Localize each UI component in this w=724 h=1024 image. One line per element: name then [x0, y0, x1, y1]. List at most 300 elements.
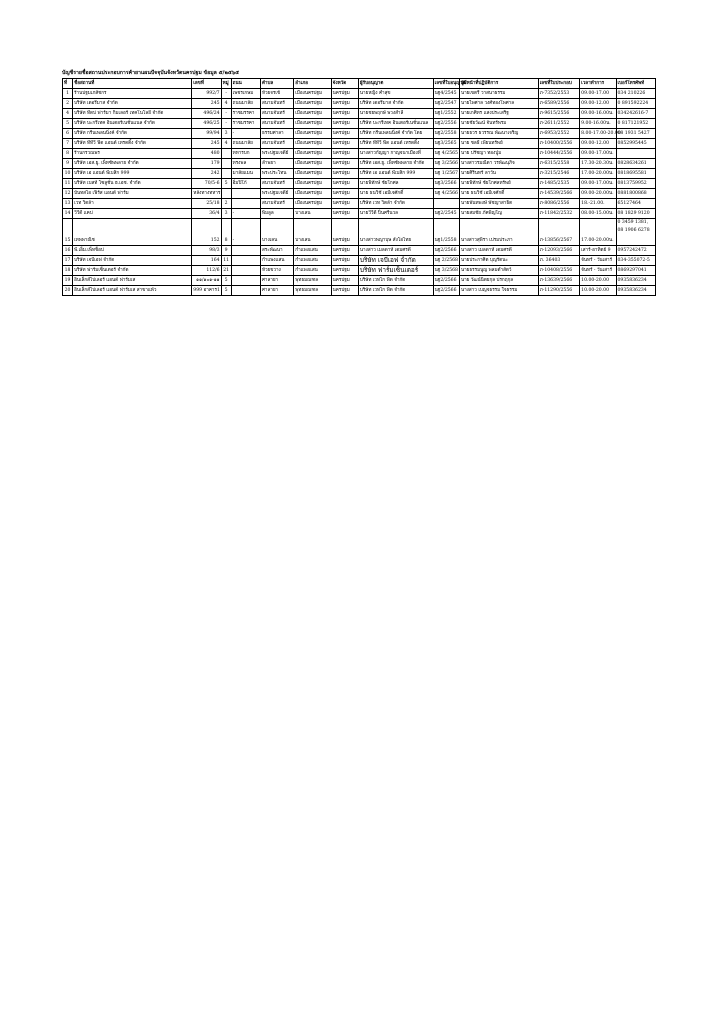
- cell-tel: 0813759952: [616, 179, 656, 189]
- cell-licensee: บริษัท บะกรีเทค อินเตอร์เนชั่นแนล: [358, 119, 433, 129]
- cell-tel: 0818695581: [616, 169, 656, 179]
- cell-no: 2: [63, 99, 73, 109]
- cell-pharmacist: นายธวร ธวรรณ พัฒนาเจริญ: [459, 129, 538, 139]
- cell-pharmacist: นางสาวรมณีดา วรพัฒนุภิจ: [459, 159, 538, 169]
- cell-province: นครปฐม: [331, 89, 358, 99]
- cell-hours: จันทร์ - วันเสาร์: [580, 266, 616, 276]
- cell-tel: 08 1931 5427: [616, 129, 656, 139]
- cell-licensee: นางสาว เมลดาห์ เดมศรดี: [358, 246, 433, 256]
- cell-pharmacist: นาย ปรัชญา ทองปู่ม: [459, 149, 538, 159]
- header-cell: ผู้รับอนุญาต: [358, 79, 433, 89]
- cell-no: 9: [63, 159, 73, 169]
- cell-cert: ภ-6589/2556: [538, 99, 579, 109]
- cell-tel: 0852995445: [616, 139, 656, 149]
- cell-tel: 65127464: [616, 199, 656, 209]
- cell-hours: 09.00-17.00น.: [580, 149, 616, 159]
- cell-tambon: พิมลูล: [260, 209, 293, 219]
- cell-house: 36/4: [192, 209, 221, 219]
- cell-province: นครปฐม: [331, 209, 358, 219]
- cell-name: บริษัท ทีดป ฟาร์มา กิมเลอร์ เทคโนโลยี จำกัด: [73, 109, 192, 119]
- cell-tambon: สนามจันทร์: [260, 139, 293, 149]
- cell-amphoe: เมืองนครปฐม: [294, 89, 331, 99]
- cell-tambon: ห้วยขวาง: [260, 266, 293, 276]
- cell-tel: 0828634261: [616, 159, 656, 169]
- cell-road: [231, 246, 260, 256]
- cell-moo: 11: [221, 256, 231, 266]
- cell-license: [433, 199, 459, 209]
- cell-house: 179: [192, 159, 221, 169]
- cell-cert: ภ-3215/2546: [538, 169, 579, 179]
- cell-tambon: กำแพงแสน: [260, 256, 293, 266]
- cell-road: [231, 199, 260, 209]
- cell-moo: -: [221, 89, 231, 99]
- cell-road: ถนนมาลัย: [231, 99, 260, 109]
- cell-name: วีวีดี แคป: [73, 209, 192, 219]
- cell-moo: 4: [221, 99, 231, 109]
- cell-amphoe: บางเลน: [294, 209, 331, 219]
- cell-no: 5: [63, 119, 73, 129]
- cell-road: -: [231, 209, 260, 219]
- header-cell: ที่: [63, 79, 73, 89]
- cell-license: นฐ1/2558: [433, 219, 459, 246]
- cell-province: นครปฐม: [331, 256, 358, 266]
- cell-no: 1: [63, 89, 73, 99]
- cell-road: ทรงพล: [231, 159, 260, 169]
- cell-pharmacist: นายเขตรี วาสนาธรรม: [459, 89, 538, 99]
- cell-hours: 09.00-20.00น.: [580, 189, 616, 199]
- cell-name: เทพพาณิช: [73, 219, 192, 246]
- cell-license: นฐ 1/2567: [433, 169, 459, 179]
- header-cell: จังหวัด: [331, 79, 358, 89]
- cell-name: ร้านปฐมเภสัชกร: [73, 89, 192, 99]
- cell-moo: 3: [221, 209, 231, 219]
- cell-tel: 034-355072-5: [616, 256, 656, 266]
- cell-pharmacist: นาย วัฒน์นิตยกุล ปรกฤกุล: [459, 276, 538, 286]
- cell-licensee: บริษัท เจบีเอฟ จำกัด: [358, 256, 433, 266]
- cell-tambon: สนามจันทร์: [260, 119, 293, 129]
- header-cell: เลขที่ใบประกอบ: [538, 79, 579, 89]
- cell-pharmacist: นาย ชลธี เพียนทรัพย์: [459, 139, 538, 149]
- cell-licensee: นายพิทักษ์ ชัยโกศล: [358, 179, 433, 189]
- cell-no: 14: [63, 209, 73, 219]
- cell-house: 70/5-6: [192, 179, 221, 189]
- cell-province: นครปฐม: [331, 129, 358, 139]
- cell-license: นฐ 3/2568: [433, 266, 459, 276]
- table-row: [63, 169, 656, 179]
- cell-tambon: บางเลน: [260, 219, 293, 246]
- table-row: [63, 209, 656, 219]
- cell-no: 10: [63, 169, 73, 179]
- cell-hours: 18.-21.00.: [580, 199, 616, 209]
- cell-province: นครปฐม: [331, 266, 358, 276]
- cell-moo: -: [221, 119, 231, 129]
- cell-cert: ภ-10400/2556: [538, 139, 579, 149]
- cell-hours: 9.00-16.00น.: [580, 119, 616, 129]
- cell-tel: 0957242472: [616, 246, 656, 256]
- cell-cert: ภ-10408/2556: [538, 266, 579, 276]
- cell-amphoe: เมืองนครปฐม: [294, 149, 331, 159]
- cell-pharmacist: นายไพศาล วงศ์ทองโพศาล: [459, 99, 538, 109]
- cell-tambon: สนามจันทร์: [260, 99, 293, 109]
- cell-cert: ภ-6315/2558: [538, 159, 579, 169]
- cell-province: นครปฐม: [331, 169, 358, 179]
- cell-amphoe: พุทธมณฑล: [294, 286, 331, 296]
- cell-cert: ภ-14539/2566: [538, 189, 579, 199]
- table-row: [63, 179, 656, 189]
- cell-road: มาลัยแมน: [231, 169, 260, 179]
- cell-house: 152: [192, 219, 221, 246]
- cell-hours: 08.00-15.00น.: [580, 209, 616, 219]
- header-row: [63, 79, 656, 89]
- cell-hours: จันทร์ - วันเสาร์: [580, 256, 616, 266]
- cell-house: 112/6: [192, 266, 221, 276]
- cell-house: 242: [192, 169, 221, 179]
- cell-moo: -: [221, 109, 231, 119]
- cell-hours: 09.00-17.00: [580, 89, 616, 99]
- cell-province: นครปฐม: [331, 139, 358, 149]
- cell-pharmacist: นางสาวสุพิรา เปรมประภา: [459, 219, 538, 246]
- header-cell: ถนน: [231, 79, 260, 89]
- cell-road: [231, 256, 260, 266]
- cell-no: 6: [63, 129, 73, 139]
- cell-cert: ภ-11842/2532: [538, 209, 579, 219]
- cell-province: นครปฐม: [331, 189, 358, 199]
- cell-licensee: นายวีวีดี ปิ่นศรีนวล: [358, 209, 433, 219]
- cell-cert: ภ-11290/2556: [538, 286, 579, 296]
- cell-amphoe: เมืองนครปฐม: [294, 119, 331, 129]
- header-cell: อำเภอ: [294, 79, 331, 89]
- cell-tel: 034242616-7: [616, 109, 656, 119]
- cell-moo: 3: [221, 129, 231, 139]
- cell-road: ราชมรรคา: [231, 109, 260, 119]
- cell-name: บันทสไอ เฟิร์ส แอนด์ ฟาร์ม: [73, 189, 192, 199]
- table-row: [63, 219, 656, 246]
- table-row: [63, 199, 656, 209]
- cell-tambon: ลำพยา: [260, 159, 293, 169]
- header-cell: เลขที่: [192, 79, 221, 89]
- cell-no: 20: [63, 286, 73, 296]
- cell-license: นฐ 4/2565: [433, 149, 459, 159]
- cell-licensee: บริษัท กรีนเพลนนิ่งค์ จำกัด โดย: [358, 129, 433, 139]
- cell-cert: ภ-13856/2567: [538, 219, 579, 246]
- cell-cert: ภ-10444/2556: [538, 149, 579, 159]
- cell-pharmacist: นาย ธนวิชั เอมีเจศักดิ์: [459, 189, 538, 199]
- cell-license: นฐ2/2558: [433, 129, 459, 139]
- cell-amphoe: เมืองนครปฐม: [294, 99, 331, 109]
- cell-cert: ภ-2611/2552: [538, 119, 579, 129]
- cell-province: นครปฐม: [331, 246, 358, 256]
- cell-name: อินเล็กส์ไปเลอร์ แอนด์ ฟาร์มเส สาขาแพ้ว: [73, 286, 192, 296]
- header-cell: ชื่อสถานที่: [73, 79, 192, 89]
- cell-no: 19: [63, 276, 73, 286]
- cell-tambon: สนามจันทร์: [260, 179, 293, 189]
- cell-license: นฐ4/2545: [433, 89, 459, 99]
- cell-pharmacist: นายเกศิทร แสงประเสริฐ: [459, 109, 538, 119]
- cell-cert: ภ. 36403: [538, 256, 579, 266]
- cell-name: เวท วิตล้า: [73, 199, 192, 209]
- cell-road: -: [231, 219, 260, 246]
- cell-pharmacist: นางสาว เมลดาห์ เดมศรดี: [459, 246, 538, 256]
- table-row: [63, 129, 656, 139]
- cell-name: พี.เอ็ม.เพ็ทช็อป: [73, 246, 192, 256]
- cell-license: นฐ2/2545: [433, 209, 459, 219]
- cell-pharmacist: นายพิทักษ์ ชัยโกศลทรัพย์: [459, 179, 538, 189]
- table-row: [63, 276, 656, 286]
- cell-cert: ภ-6953/2552: [538, 129, 579, 139]
- table-row: [63, 266, 656, 276]
- cell-moo: 2: [221, 199, 231, 209]
- cell-moo: 5: [221, 179, 231, 189]
- cell-house: 992/7: [192, 89, 221, 99]
- cell-province: นครปฐม: [331, 109, 358, 119]
- cell-house: ๑๑/๑๐๑-๑๑: [192, 276, 221, 286]
- cell-pharmacist: นายสมชัย ภัคพิญโญ: [459, 209, 538, 219]
- header-cell: ผู้มีหน้าที่ปฏิบัติการ: [459, 79, 538, 89]
- cell-no: 16: [63, 246, 73, 256]
- cell-moo: [221, 169, 231, 179]
- cell-moo: 5: [221, 286, 231, 296]
- table-row: [63, 109, 656, 119]
- cell-name: บริษัท บะกรีเทค อินเตอร์เนชั่นแนล จำกัด: [73, 119, 192, 129]
- cell-pharmacist: นายชัยวัฒน์ จันทร์พรม: [459, 119, 538, 129]
- establishment-table: [62, 78, 656, 296]
- cell-house: 164: [192, 256, 221, 266]
- cell-tel: 0869297041: [616, 266, 656, 276]
- cell-pharmacist: นายธรรมนูญ พลมดำสัตว์: [459, 266, 538, 276]
- cell-licensee: บริษัท เดอรีมาส จำกัด: [358, 99, 433, 109]
- cell-no: 18: [63, 266, 73, 276]
- cell-tambon: สนามจันทร์: [260, 199, 293, 209]
- cell-hours: 17.00-20.00น.: [580, 169, 616, 179]
- cell-tel: 0881800868: [616, 189, 656, 199]
- cell-tambon: ศาลายา: [260, 286, 293, 296]
- cell-road: ทหารบก: [231, 149, 260, 159]
- table-row: [63, 246, 656, 256]
- header-cell: ตำบล: [260, 79, 293, 89]
- table-row: [63, 99, 656, 109]
- cell-name: บริษัท เจบีเอฟ จำกัด: [73, 256, 192, 266]
- cell-license: นฐ 4/2566: [433, 189, 459, 199]
- cell-cert: ภ-13639/2566: [538, 276, 579, 286]
- document-title: บัญชีรายชื่อสถานประกอบการค้ายาแผนปัจจุบันจังหวัดนครปฐม ข้อมูล ๕/๒๕๖๕: [62, 70, 240, 76]
- cell-tambon: พระปฐมเจดีย์: [260, 149, 293, 159]
- cell-road: [231, 189, 260, 199]
- cell-house: 245: [192, 99, 221, 109]
- cell-license: นฐ1/2552: [433, 109, 459, 119]
- table-row: [63, 89, 656, 99]
- cell-name: บริษัท ทีทีวี ฟีด แอนด์ เทรดดิ้ง จำกัด: [73, 139, 192, 149]
- cell-license: นฐ2/2566: [433, 246, 459, 256]
- cell-cert: ภ-12093/2566: [538, 246, 579, 256]
- cell-province: นครปฐม: [331, 276, 358, 286]
- cell-moo: [221, 189, 231, 199]
- table-row: [63, 286, 656, 296]
- cell-province: นครปฐม: [331, 149, 358, 159]
- table-row: [63, 256, 656, 266]
- cell-amphoe: เมืองนครปฐม: [294, 189, 331, 199]
- cell-road: [231, 266, 260, 276]
- cell-amphoe: กำแพงแสน: [294, 266, 331, 276]
- cell-no: 15: [63, 219, 73, 246]
- cell-tambon: พระประโทน: [260, 169, 293, 179]
- cell-no: 8: [63, 149, 73, 159]
- cell-hours: 09.00-12.00: [580, 99, 616, 109]
- header-cell: หมู่: [221, 79, 231, 89]
- cell-amphoe: เมืองนครปฐม: [294, 139, 331, 149]
- cell-name: ร้านกรวณพร: [73, 149, 192, 159]
- table-body: [63, 89, 656, 296]
- cell-name: บริษัท เอ แอนด์ พีเบสิก 999: [73, 169, 192, 179]
- cell-licensee: นายหญิง คำสุข: [358, 89, 433, 99]
- cell-no: 11: [63, 179, 73, 189]
- cell-moo: [221, 149, 231, 159]
- cell-license: นฐ2/2566: [433, 276, 459, 286]
- cell-cert: ภ-7352/2553: [538, 89, 579, 99]
- cell-cert: ภ-9615/2556: [538, 109, 579, 119]
- cell-tambon: ห้วยจรเข้: [260, 89, 293, 99]
- cell-road: [231, 276, 260, 286]
- cell-licensee: บริษัท เอส.ยู. เพ็ทซัพพลาย จำกัด: [358, 159, 433, 169]
- cell-house: 98/3: [192, 246, 221, 256]
- cell-road: [231, 286, 260, 296]
- cell-license: นฐ2/2547: [433, 99, 459, 109]
- cell-name: บริษัท ฟาร์มเซ็นเตอร์ จำกัด: [73, 266, 192, 276]
- cell-amphoe: บางเลน: [294, 219, 331, 246]
- cell-province: นครปฐม: [331, 219, 358, 246]
- cell-moo: 4: [221, 139, 231, 149]
- cell-moo: 8: [221, 219, 231, 246]
- cell-license: นฐ3/2565: [433, 139, 459, 149]
- cell-tel: 0 817121952: [616, 119, 656, 129]
- cell-province: นครปฐม: [331, 119, 358, 129]
- cell-licensee: บริษัท ฟาร์มเซ็นเตอร์: [358, 266, 433, 276]
- table-row: [63, 139, 656, 149]
- cell-name: บริษัท กรีนเพลนนิ่งค์ จำกัด: [73, 129, 192, 139]
- cell-amphoe: เมืองนครปฐม: [294, 109, 331, 119]
- cell-amphoe: เมืองนครปฐม: [294, 169, 331, 179]
- cell-amphoe: เมืองนครปฐม: [294, 129, 331, 139]
- cell-name: บริษัท เบสท์ โซลูชั่น ฮ.เอช. จำกัด: [73, 179, 192, 189]
- table-row: [63, 159, 656, 169]
- cell-tel: 08 1829 9120: [616, 209, 656, 219]
- cell-tel: 034 210226: [616, 89, 656, 99]
- cell-pharmacist: นางสาว เบญจธรรม ใจธรรม: [459, 286, 538, 296]
- cell-pharmacist: นายประกาศิต บุญรัตนะ: [459, 256, 538, 266]
- cell-name: บริษัท เอส.ยู. เพ็ทซัพพลาย จำกัด: [73, 159, 192, 169]
- table-row: [63, 149, 656, 159]
- cell-house: หลังทางทหาร: [192, 189, 221, 199]
- cell-moo: 21: [221, 266, 231, 276]
- cell-hours: 10.00-20.00: [580, 286, 616, 296]
- cell-license: นฐ3/2566: [433, 179, 459, 189]
- cell-no: 7: [63, 139, 73, 149]
- cell-hours: เสาร์-อาทิตย์ 9: [580, 246, 616, 256]
- cell-province: นครปฐม: [331, 286, 358, 296]
- cell-amphoe: กำแพงแสน: [294, 256, 331, 266]
- cell-licensee: นางสาวกัญญา กาญจนาเมืองที่: [358, 149, 433, 159]
- cell-tambon: ธรรมศาลา: [260, 129, 293, 139]
- cell-house: 480: [192, 149, 221, 159]
- cell-house: 245: [192, 139, 221, 149]
- header-cell: เวลาทำการ: [580, 79, 616, 89]
- cell-pharmacist: นายพันทพงษ์ พัชญาสาธิต: [459, 199, 538, 209]
- header-cell: เบอร์โทรศัพท์: [616, 79, 656, 89]
- cell-hours: 09.00-16.00น.: [580, 109, 616, 119]
- cell-province: นครปฐม: [331, 199, 358, 209]
- cell-house: 99/94: [192, 129, 221, 139]
- cell-pharmacist: นายศิรินทร์ ลาวัน: [459, 169, 538, 179]
- cell-moo: 9: [221, 246, 231, 256]
- cell-license: นฐ 3/2566: [433, 159, 459, 169]
- cell-licensee: บริษัท เอ แอนด์ พีเบสิก 999: [358, 169, 433, 179]
- cell-tel: [616, 149, 656, 159]
- cell-license: นฐ2/2566: [433, 286, 459, 296]
- cell-house: 999 อาคาร1: [192, 286, 221, 296]
- cell-name: อินเล็กส์ไปเลอร์ แอนด์ ฟาร์มเส: [73, 276, 192, 286]
- cell-house: 25/18: [192, 199, 221, 209]
- cell-no: 4: [63, 109, 73, 119]
- cell-licensee: บริษัท เวท วิตล้า จำกัด: [358, 199, 433, 209]
- cell-province: นครปฐม: [331, 99, 358, 109]
- cell-tel: 0 891592224: [616, 99, 656, 109]
- document-sheet: [62, 68, 656, 296]
- cell-amphoe: กำแพงแสน: [294, 246, 331, 256]
- cell-name: บริษัท เดอรีมาส จำกัด: [73, 99, 192, 109]
- cell-cert: ภ-8086/2556: [538, 199, 579, 209]
- cell-house: 496/24: [192, 109, 221, 119]
- cell-hours: 17.30-20.30น.: [580, 159, 616, 169]
- cell-road: ถนนมาลัย: [231, 139, 260, 149]
- cell-licensee: นายชยพฤกษ์ พวงสำลี: [358, 109, 433, 119]
- cell-road: -: [231, 129, 260, 139]
- table-row: [63, 189, 656, 199]
- cell-hours: 8.00-17.00-20.00: [580, 129, 616, 139]
- cell-hours: 10.00-20.00: [580, 276, 616, 286]
- table-row: [63, 119, 656, 129]
- cell-province: นครปฐม: [331, 159, 358, 169]
- cell-tambon: ศาลายา: [260, 276, 293, 286]
- cell-hours: 17.00-20.00น.: [580, 219, 616, 246]
- cell-tel: 0935836234: [616, 286, 656, 296]
- cell-tambon: สระพัฒนา: [260, 246, 293, 256]
- cell-province: นครปฐม: [331, 179, 358, 189]
- cell-cert: ภ-1485/2535: [538, 179, 579, 189]
- cell-licensee: นางสาวพญาบุษ สังโอไทย: [358, 219, 433, 246]
- cell-no: 12: [63, 189, 73, 199]
- cell-no: 17: [63, 256, 73, 266]
- cell-no: 13: [63, 199, 73, 209]
- cell-license: นฐ2/2556: [433, 119, 459, 129]
- cell-tambon: พระปฐมเจดีย์: [260, 189, 293, 199]
- cell-hours: 09.00-12.00: [580, 139, 616, 149]
- cell-hours: 09.00-17.00น.: [580, 179, 616, 189]
- header-cell: เลขที่ใบอนุญาต: [433, 79, 459, 89]
- cell-tel: 0 3459 1381, 08 1906 6278: [616, 219, 656, 246]
- cell-road: เพชรเกษม: [231, 89, 260, 99]
- cell-moo: 5: [221, 276, 231, 286]
- cell-amphoe: เมืองนครปฐม: [294, 179, 331, 189]
- cell-tel: 0935836234: [616, 276, 656, 286]
- cell-tambon: สนามจันทร์: [260, 109, 293, 119]
- cell-house: 496/25: [192, 119, 221, 129]
- cell-license: นฐ 2/2568: [433, 256, 459, 266]
- cell-moo: [221, 159, 231, 169]
- cell-licensee: บริษัท เวทไก ฟีด จำกัด: [358, 286, 433, 296]
- cell-licensee: บริษัท เวทไก ฟีด จำกัด: [358, 276, 433, 286]
- cell-amphoe: พุทธมณฑล: [294, 276, 331, 286]
- cell-licensee: บริษัท ทีทีวี ฟีด แอนด์ เทรดดิ้ง: [358, 139, 433, 149]
- cell-amphoe: เมืองนครปฐม: [294, 159, 331, 169]
